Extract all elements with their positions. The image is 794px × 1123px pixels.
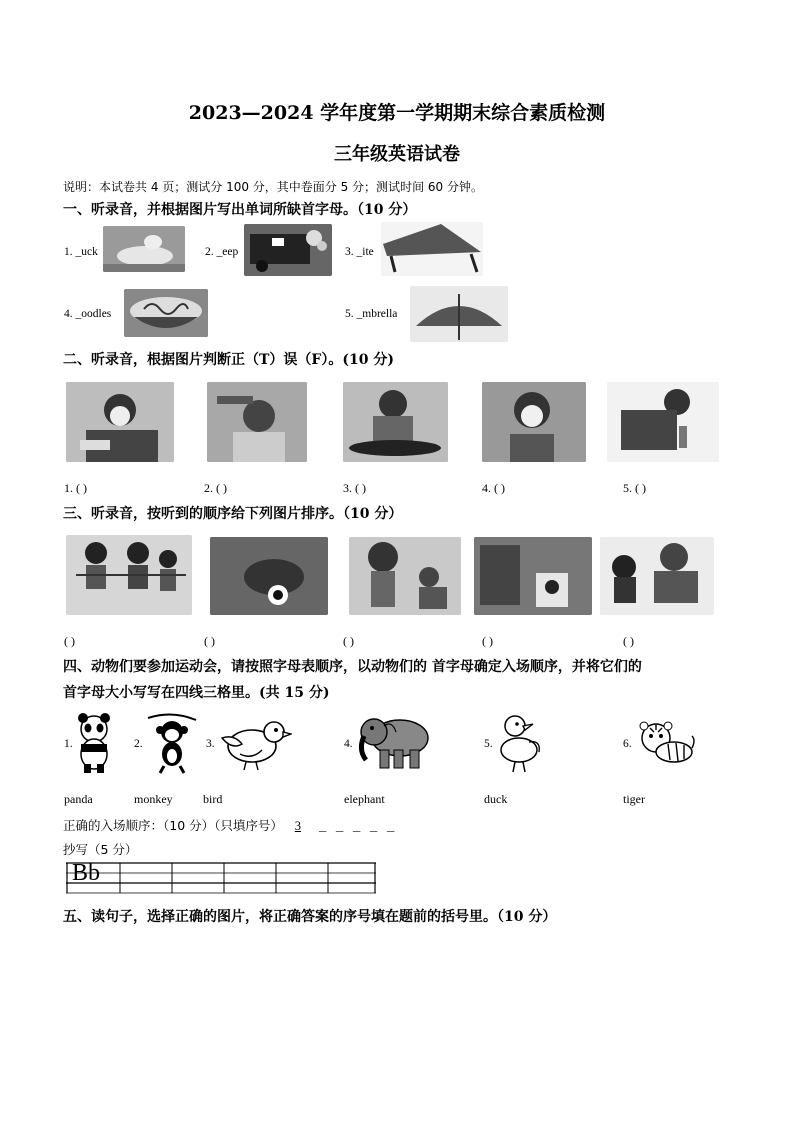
s1-item-label: 1. _uck [64,246,98,258]
tiger-icon [634,718,696,768]
elephant-icon [356,712,432,770]
section4-heading-line2: 首字母大小写写在四线三格里。(共 15 分) [63,685,330,701]
animal-number: 2. [134,738,143,750]
noodles-photo [124,289,208,337]
s1-item-label: 4. _oodles [64,308,112,320]
animal-name: panda [64,792,93,806]
s1-item-label: 3. _ite [345,246,374,258]
s2-answer-slot[interactable]: 4. ( ) [482,481,505,495]
animal-name: tiger [623,792,645,806]
s3-answer-slot[interactable]: ( ) [623,634,634,648]
s1-item-label: 2. _eep [205,246,239,258]
s3-picture [66,535,192,615]
umbrella-photo [410,286,508,342]
animal-name: duck [484,792,508,806]
exam-title: 2023—2024 学年度第一学期期末综合素质检测 [188,102,606,124]
kite-photo [381,222,483,276]
section5-heading: 五、读句子，选择正确的图片，将正确答案的序号填在题前的括号里。（10 分） [63,909,557,925]
section1-heading: 一、听录音，并根据图片写出单词所缺首字母。（10 分） [63,202,417,218]
animal-number: 6. [623,738,632,750]
duck-photo [103,226,185,272]
order-blanks[interactable]: _ _ _ _ _ [318,820,396,834]
animal-number: 5. [484,738,493,750]
animal-name: monkey [134,792,173,806]
animal-number: 4. [344,738,353,750]
animal-number: 3. [206,738,215,750]
exam-subtitle: 三年级英语试卷 [334,144,460,165]
s2-answer-slot[interactable]: 1. ( ) [64,481,87,495]
s2-answer-slot[interactable]: 3. ( ) [343,481,366,495]
s2-picture [482,382,586,462]
s3-answer-slot[interactable]: ( ) [204,634,215,648]
s3-answer-slot[interactable]: ( ) [343,634,354,648]
s2-picture [343,382,448,462]
copy-example: Bb [72,860,101,886]
jeep-photo [244,224,332,276]
s2-picture [207,382,307,462]
animal-name: bird [203,792,223,806]
s1-item-label: 5. _mbrella [345,308,398,320]
s2-answer-slot[interactable]: 2. ( ) [204,481,227,495]
section4-heading-line1: 四、动物们要参加运动会，请按照字母表顺序，以动物们的 首字母确定入场顺序，并将它们的 [63,659,642,675]
writing-grid[interactable] [66,862,376,894]
s2-answer-slot[interactable]: 5. ( ) [623,481,646,495]
s2-picture [66,382,174,462]
s3-picture [349,537,461,615]
s2-picture [607,382,719,462]
order-row [63,816,395,834]
s3-answer-slot[interactable]: ( ) [482,634,493,648]
s3-picture [474,537,592,615]
duck-icon [495,712,545,774]
s3-answer-slot[interactable]: ( ) [64,634,75,648]
exam-note: 说明：本试卷共 4 页；测试分 100 分，其中卷面分 5 分；测试时间 60 分钟。 [63,180,483,194]
s3-picture [210,537,328,615]
animal-number: 1. [64,738,73,750]
monkey-icon [146,712,198,774]
order-label: 正确的入场顺序：（10 分）（只填序号） [63,818,283,833]
bird-icon [218,714,292,772]
order-answer-first[interactable]: 3 [294,819,301,833]
s3-picture [600,537,714,615]
panda-icon [73,712,115,774]
section3-heading: 三、听录音，按听到的顺序给下列图片排序。（10 分） [63,506,403,522]
section2-heading: 二、听录音，根据图片判断正（T）误（F）。(10 分) [63,352,394,368]
copy-label: 抄写（5 分） [63,842,138,857]
animal-name: elephant [344,792,385,806]
